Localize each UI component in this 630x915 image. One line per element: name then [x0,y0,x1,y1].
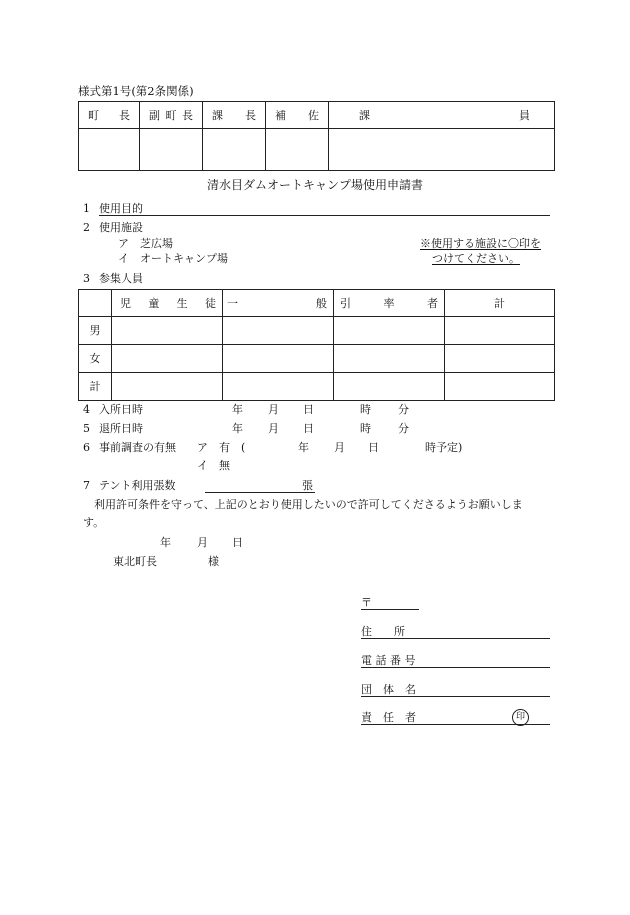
char: 副 [149,108,160,122]
survey-month[interactable]: 月 [334,441,345,454]
count-cell[interactable] [445,345,555,373]
facility-label: 使用施設 [99,221,143,234]
document-title: 清水目ダムオートキャンプ場使用申請書 [206,178,423,192]
char: 課 [359,108,370,122]
char: 員 [519,108,530,122]
char: 町 [88,108,99,122]
char: 佐 [308,108,319,122]
section-number: 3 [83,272,90,285]
char: 長 [119,108,130,122]
survey-label: 事前調査の有無 [99,441,176,454]
char: 長 [182,108,193,122]
count-cell[interactable] [334,373,445,401]
section-number: 1 [83,202,90,215]
header-total [445,290,555,317]
section-number: 4 [83,403,90,416]
purpose-label: 使用目的 [99,202,143,215]
postal-code-line[interactable] [361,609,419,610]
facility-option-autocamp[interactable]: イ オートキャンプ場 [118,252,228,265]
header-general [223,290,334,317]
approval-header-town-mayor [79,102,140,129]
group-name-input-line[interactable] [361,696,550,697]
tent-label: テント利用張数 [99,479,176,492]
char: 補 [275,108,286,122]
exit-day[interactable]: 日 [303,422,314,435]
approval-stamp-cell[interactable] [140,129,203,171]
char: 童 [148,296,160,310]
count-cell[interactable] [223,373,334,401]
char: 般 [316,296,327,310]
section-number: 7 [83,479,90,492]
row-label-male: 男 [79,317,112,345]
entry-label: 入所日時 [99,403,143,416]
participants-label: 参集人員 [99,272,143,285]
approval-stamp-cell[interactable] [79,129,140,171]
request-statement: 利用許可条件を守って、上記のとおり使用したいので許可してくださるようお願いしま [94,498,523,511]
exit-year[interactable]: 年 [232,422,243,435]
count-cell[interactable] [334,345,445,373]
tent-count-input-line[interactable] [205,492,315,493]
form-number: 様式第1号(第2条関係) [78,84,194,98]
approval-stamp-cell[interactable] [266,129,329,171]
survey-day[interactable]: 日 [368,441,379,454]
count-cell[interactable] [112,373,223,401]
header-students [112,290,223,317]
approval-header-section-chief [203,102,266,129]
exit-month[interactable]: 月 [268,422,279,435]
char: 課 [212,108,223,122]
group-name-label: 団 体 名 [361,683,416,696]
count-cell[interactable] [445,317,555,345]
seal-mark [512,709,529,726]
approval-header-assistant [266,102,329,129]
header-chaperones [334,290,445,317]
tent-unit: 張 [302,479,313,492]
responsible-label: 責 任 者 [361,711,416,724]
entry-year[interactable]: 年 [232,403,243,416]
row-label-total: 計 [79,373,112,401]
count-cell[interactable] [112,317,223,345]
char: 徒 [204,296,216,310]
char: 児 [120,296,131,310]
count-cell[interactable] [223,317,334,345]
char: 計 [494,296,505,310]
seal-label: 印 [515,712,525,722]
count-cell[interactable] [223,345,334,373]
addressee-honorific: 様 [208,555,219,568]
survey-option-yes[interactable]: ア 有 ( [197,441,246,454]
address-input-line[interactable] [361,638,550,639]
char: 生 [176,296,188,310]
entry-day[interactable]: 日 [303,403,314,416]
approval-header-staff [329,102,555,129]
char: 町 [165,108,177,122]
date-day[interactable]: 日 [232,536,243,549]
section-number: 5 [83,422,90,435]
entry-hour[interactable]: 時 [360,403,371,416]
facility-option-lawn[interactable]: ア 芝広場 [118,237,173,250]
approval-stamp-cell[interactable] [329,129,555,171]
address-label: 住 所 [361,625,405,638]
request-statement-end: す。 [83,516,105,529]
count-cell[interactable] [112,345,223,373]
char: 一 [227,296,238,310]
char: 長 [245,108,256,122]
phone-input-line[interactable] [361,667,550,668]
char: 引 [340,296,351,310]
participants-table [78,289,555,401]
entry-month[interactable]: 月 [268,403,279,416]
row-label-female: 女 [79,345,112,373]
date-month[interactable]: 月 [197,536,208,549]
phone-label: 電 話 番 号 [361,654,416,667]
section-number: 6 [83,441,90,454]
purpose-input-line[interactable] [99,215,550,216]
section-number: 2 [83,221,90,234]
approval-table [78,101,555,171]
approval-header-deputy-mayor [140,102,203,129]
date-year[interactable]: 年 [160,536,171,549]
entry-minute[interactable]: 分 [398,403,409,416]
exit-minute[interactable]: 分 [398,422,409,435]
survey-scheduled-time[interactable]: 時予定) [425,441,463,454]
exit-hour[interactable]: 時 [360,422,371,435]
corner-cell [79,290,112,317]
postal-mark: 〒 [361,596,372,609]
char: 者 [427,296,438,310]
count-cell[interactable] [334,317,445,345]
survey-year[interactable]: 年 [298,441,309,454]
facility-note: ※使用する施設に〇印を [420,237,541,250]
count-cell[interactable] [445,373,555,401]
addressee-name: 東北町長 [113,555,157,568]
survey-option-no[interactable]: イ 無 [197,459,230,472]
exit-label: 退所日時 [99,422,143,435]
char: 率 [383,296,395,310]
approval-stamp-cell[interactable] [203,129,266,171]
facility-note-2: つけてください。 [432,252,520,265]
